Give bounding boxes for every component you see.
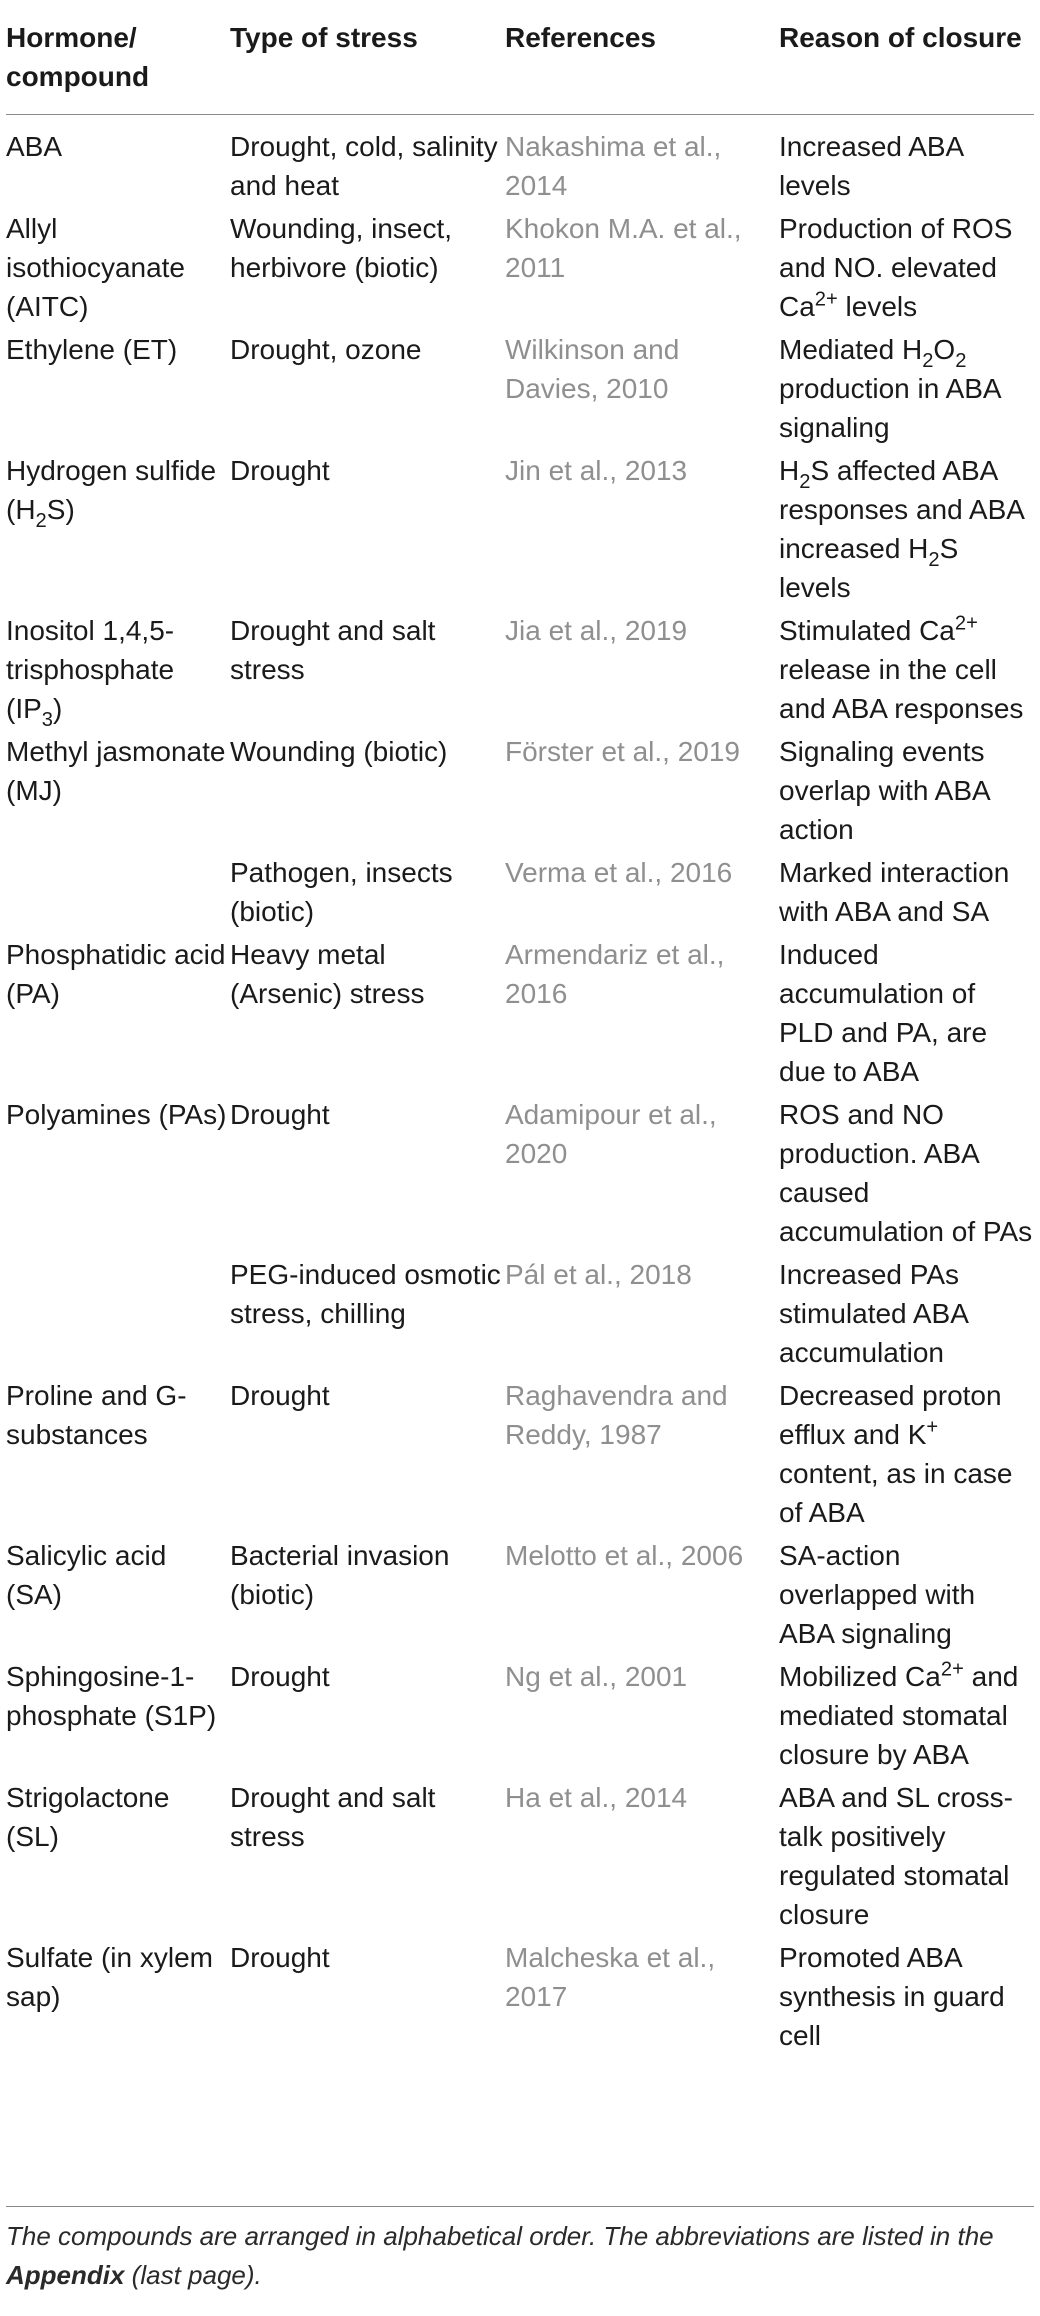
table-row (6, 1776, 1034, 1936)
cell-compound (6, 1253, 230, 1374)
cell-compound: Proline and G-substances (6, 1380, 187, 1450)
table-row (6, 207, 1034, 328)
footnote-text: The compounds are arranged in alphabetical order. The abbreviations are listed in the (6, 2221, 994, 2251)
cell-reference: Verma et al., 2016 (505, 857, 733, 888)
cell-compound: Inositol 1,4,5-trisphosphate $(IP_3)$ (6, 615, 175, 731)
cell-reference: Melotto et al., 2006 (505, 1540, 744, 1571)
cell-reason: SA-action overlapped with ABA signaling (779, 1540, 976, 1649)
cell-reference: Adamipour et al., 2020 (505, 1099, 717, 1169)
cell-reference: Ng et al., 2001 (505, 1661, 688, 1692)
cell-reason: Increased ABA levels (779, 131, 963, 201)
cell-compound: Methyl jasmonate (MJ) (6, 736, 226, 806)
cell-compound: Polyamines (PAs) (6, 1099, 227, 1130)
cell-reference: Jin et al., 2013 (505, 455, 688, 486)
cell-stress-type: Drought (230, 455, 330, 486)
table-row (6, 1374, 1034, 1534)
cell-reference: Jia et al., 2019 (505, 615, 688, 646)
table-row (6, 609, 1034, 730)
table-footnote (6, 2206, 1034, 2295)
header-row (6, 10, 1034, 115)
stress-compounds-table (6, 10, 1034, 2069)
cell-stress-type: PEG-induced osmotic stress, chilling (230, 1259, 501, 1329)
cell-reason: Signaling events overlap with ABA action (779, 736, 990, 845)
cell-reference: Förster et al., 2019 (505, 736, 741, 767)
cell-stress-type: Wounding (biotic) (230, 736, 448, 767)
table-row (6, 1534, 1034, 1655)
cell-stress-type: Drought (230, 1661, 330, 1692)
cell-compound: Ethylene (ET) (6, 334, 178, 365)
cell-stress-type: Bacterial invasion (biotic) (230, 1540, 450, 1610)
cell-reference: Raghavendra and Reddy, 1987 (505, 1380, 728, 1450)
cell-reference: Ha et al., 2014 (505, 1782, 688, 1813)
cell-reason: ROS and NO production. ABA caused accumulation of PAs (779, 1099, 1033, 1247)
cell-stress-type: Heavy metal (Arsenic) stress (230, 939, 425, 1009)
cell-compound: Salicylic acid (SA) (6, 1540, 167, 1610)
cell-compound: Strigolactone (SL) (6, 1782, 170, 1852)
cell-stress-type: Drought, cold, salinity and heat (230, 131, 498, 201)
cell-reference: Nakashima et al., 2014 (505, 131, 722, 201)
table-row (6, 328, 1034, 449)
cell-reason: Marked interaction with ABA and SA (779, 857, 1010, 927)
cell-compound: Sulfate (in xylem sap) (6, 1942, 213, 2012)
cell-compound (6, 851, 230, 933)
table-row (6, 933, 1034, 1093)
cell-reason: ABA and SL cross-talk positively regulated stomatal closure (779, 1782, 1013, 1930)
cell-stress-type: Drought and salt stress (230, 615, 436, 685)
cell-reason: $H_2S$ affected ABA responses and ABA increased $H_2S$ levels (779, 455, 1024, 603)
table-row (6, 1936, 1034, 2069)
cell-reason: Mediated $H_2O_2$ production in ABA signaling (779, 334, 1001, 443)
cell-stress-type: Drought (230, 1380, 330, 1411)
cell-reason: Promoted ABA synthesis in guard cell (779, 1942, 1005, 2051)
cell-reason: Production of ROS and NO. elevated $Ca^{2+}$ levels (779, 213, 1013, 322)
cell-compound: Allyl isothiocyanate (AITC) (6, 213, 186, 322)
cell-reference: Wilkinson and Davies, 2010 (505, 334, 680, 404)
table-body (6, 115, 1034, 2070)
cell-compound: Phosphatidic acid (PA) (6, 939, 226, 1009)
footnote-tail: (last page). (124, 2260, 262, 2290)
table-header (6, 10, 1034, 115)
cell-reference: Malcheska et al., 2017 (505, 1942, 716, 2012)
cell-reason: Decreased proton efflux and K+ content, as in case of ABA (779, 1380, 1013, 1528)
cell-reference: Khokon M.A. et al., 2011 (505, 213, 742, 283)
cell-reason: Stimulated $Ca^{2+}$ release in the cell and ABA responses (779, 612, 1024, 724)
cell-compound: ABA (6, 131, 63, 162)
table-row (6, 730, 1034, 851)
cell-reference: Pál et al., 2018 (505, 1259, 692, 1290)
header-stress-type: Type of stress (230, 10, 505, 115)
cell-stress-type: Drought, ozone (230, 334, 422, 365)
table-row (6, 851, 1034, 933)
header-references: References (505, 10, 779, 115)
cell-compound: Hydrogen sulfide $(H_2S)$ (6, 455, 217, 532)
header-compound: Hormone/ compound (6, 10, 230, 115)
table-row (6, 1253, 1034, 1374)
table-row (6, 115, 1034, 208)
cell-stress-type: Drought and salt stress (230, 1782, 436, 1852)
cell-compound: Sphingosine-1-phosphate (S1P) (6, 1661, 217, 1731)
cell-stress-type: Pathogen, insects (biotic) (230, 857, 453, 927)
cell-reason: Induced accumulation of PLD and PA, are due to ABA (779, 939, 988, 1087)
table-row (6, 1655, 1034, 1776)
footnote-appendix-label: Appendix (6, 2260, 125, 2290)
cell-reason: Increased PAs stimulated ABA accumulation (779, 1259, 968, 1368)
table-row (6, 1093, 1034, 1253)
cell-reference: Armendariz et al., 2016 (505, 939, 725, 1009)
cell-stress-type: Drought (230, 1099, 330, 1130)
header-reason: Reason of closure (779, 10, 1034, 115)
cell-reason: Mobilized $Ca^{2+}$ and mediated stomatal closure by ABA (779, 1658, 1019, 1770)
table-row (6, 449, 1034, 609)
cell-stress-type: Wounding, insect, herbivore (biotic) (230, 213, 453, 283)
cell-stress-type: Drought (230, 1942, 330, 1973)
